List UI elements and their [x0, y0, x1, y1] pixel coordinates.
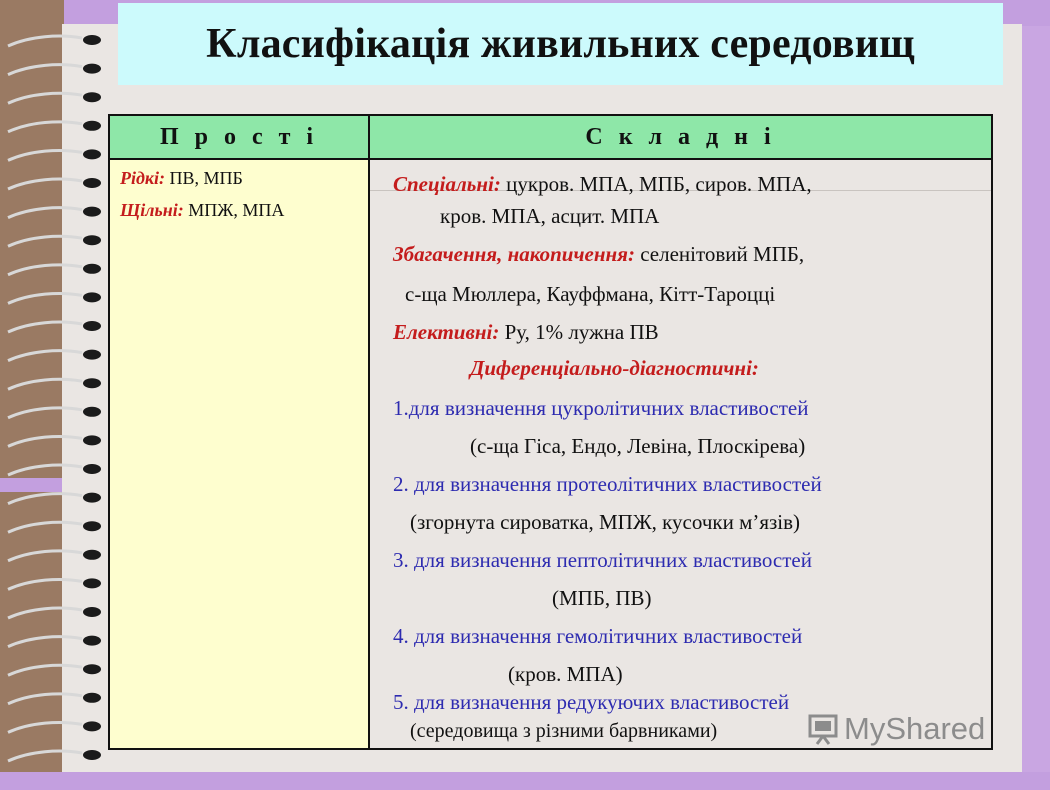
- ring-wire: [8, 36, 82, 46]
- ring-hole: [83, 264, 101, 274]
- ring-wire: [8, 608, 82, 618]
- enrich-text: селенітовий МПБ,: [634, 242, 805, 266]
- ring-hole: [83, 292, 101, 302]
- diff-item-2-title: 2. для визначення протеолітичних властивостей: [393, 472, 822, 496]
- column-divider: [368, 116, 370, 748]
- ring-wire: [8, 665, 82, 675]
- ring-wire: [8, 637, 82, 647]
- ring-hole: [83, 235, 101, 245]
- spiral-rings: [0, 0, 110, 790]
- ring-wire: [8, 408, 82, 418]
- elective-line: [393, 320, 659, 345]
- ring-wire: [8, 208, 82, 218]
- ring-hole: [83, 464, 101, 474]
- diff-item-2-detail: (згорнута сироватка, МПЖ, кусочки м’язів): [410, 510, 801, 534]
- ring-hole: [83, 578, 101, 588]
- enrich-label: Збагачення, накопичення:: [393, 242, 635, 266]
- table-header-row: [110, 116, 991, 160]
- special-label: Спеціальні:: [393, 172, 501, 196]
- bottom-strip: [0, 772, 1050, 790]
- ring-hole: [83, 92, 101, 102]
- diff-item-1-title: 1.для визначення цукролітичних властивостей: [393, 396, 809, 420]
- diff-item-4-detail: (кров. МПА): [508, 662, 623, 686]
- ring-wire: [8, 322, 82, 332]
- simple-solid-label: Щільні:: [120, 200, 184, 220]
- ring-hole: [83, 207, 101, 217]
- ring-wire: [8, 751, 82, 761]
- ring-hole: [83, 407, 101, 417]
- ring-wire: [8, 522, 82, 532]
- ring-hole: [83, 178, 101, 188]
- ring-hole: [83, 721, 101, 731]
- elective-text: Ру, 1% лужна ПВ: [499, 320, 659, 344]
- watermark-text: MyShared: [844, 711, 986, 746]
- ring-hole: [83, 550, 101, 560]
- ring-hole: [83, 435, 101, 445]
- ring-wire: [8, 494, 82, 504]
- ring-hole: [83, 35, 101, 45]
- ring-hole: [83, 350, 101, 360]
- diff-item-5-detail: (середовища з різними барвниками): [410, 720, 718, 742]
- title-bar: [118, 3, 1003, 85]
- elective-label: Елективні:: [393, 320, 500, 344]
- diff-item-5-title: 5. для визначення редукуючих властивостей: [393, 690, 790, 714]
- ring-wire: [8, 579, 82, 589]
- header-simple: П р о с т і: [159, 123, 319, 150]
- page-title: Класифікація живильних середовищ: [206, 21, 915, 67]
- diff-item-1-detail: (с-ща Гіса, Ендо, Левіна, Плоскірева): [470, 434, 806, 458]
- simple-solid: [120, 200, 284, 221]
- ring-hole: [83, 664, 101, 674]
- ring-wire: [8, 694, 82, 704]
- ring-hole: [83, 636, 101, 646]
- ring-wire: [8, 122, 82, 132]
- special-line: [393, 172, 812, 197]
- diff-item-4-title: 4. для визначення гемолітичних властивостей: [393, 624, 803, 648]
- diff-item-3-detail: (МПБ, ПВ): [552, 586, 652, 610]
- ring-hole: [83, 693, 101, 703]
- watermark: [808, 711, 985, 747]
- simple-column: [110, 160, 368, 748]
- ring-hole: [83, 64, 101, 74]
- ring-wire: [8, 65, 82, 75]
- ring-wire: [8, 379, 82, 389]
- ring-wire: [8, 265, 82, 275]
- ring-wire: [8, 236, 82, 246]
- simple-solid-text: МПЖ, МПА: [183, 200, 285, 220]
- special-text-2: кров. МПА, асцит. МПА: [440, 204, 660, 228]
- ring-wire: [8, 179, 82, 189]
- ring-wire: [8, 465, 82, 475]
- ring-hole: [83, 378, 101, 388]
- ring-hole: [83, 750, 101, 760]
- ring-hole: [83, 521, 101, 531]
- header-complex: С к л а д н і: [585, 123, 776, 150]
- enrich-text-2: с-ща Мюллера, Кауффмана, Кітт-Тароцці: [405, 282, 776, 306]
- ring-hole: [83, 607, 101, 617]
- presentation-icon: [808, 712, 840, 746]
- ring-wire: [8, 150, 82, 160]
- ring-wire: [8, 93, 82, 103]
- ring-hole: [83, 121, 101, 131]
- simple-liquid-label: Рідкі:: [120, 168, 166, 188]
- ring-wire: [8, 293, 82, 303]
- ring-wire: [8, 351, 82, 361]
- diff-item-3-title: 3. для визначення пептолітичних властивостей: [393, 548, 812, 572]
- ring-wire: [8, 722, 82, 732]
- ring-hole: [83, 321, 101, 331]
- special-text: цукров. МПА, МПБ, сиров. МПА,: [500, 172, 812, 196]
- ring-hole: [83, 493, 101, 503]
- ring-wire: [8, 551, 82, 561]
- diff-label: Диференціально-діагностичні:: [470, 356, 759, 380]
- classification-table: [108, 114, 993, 750]
- ring-hole: [83, 149, 101, 159]
- simple-liquid-text: ПВ, МПБ: [165, 168, 243, 188]
- simple-liquid: [120, 168, 243, 189]
- ring-wire: [8, 436, 82, 446]
- enrich-line: [393, 242, 804, 267]
